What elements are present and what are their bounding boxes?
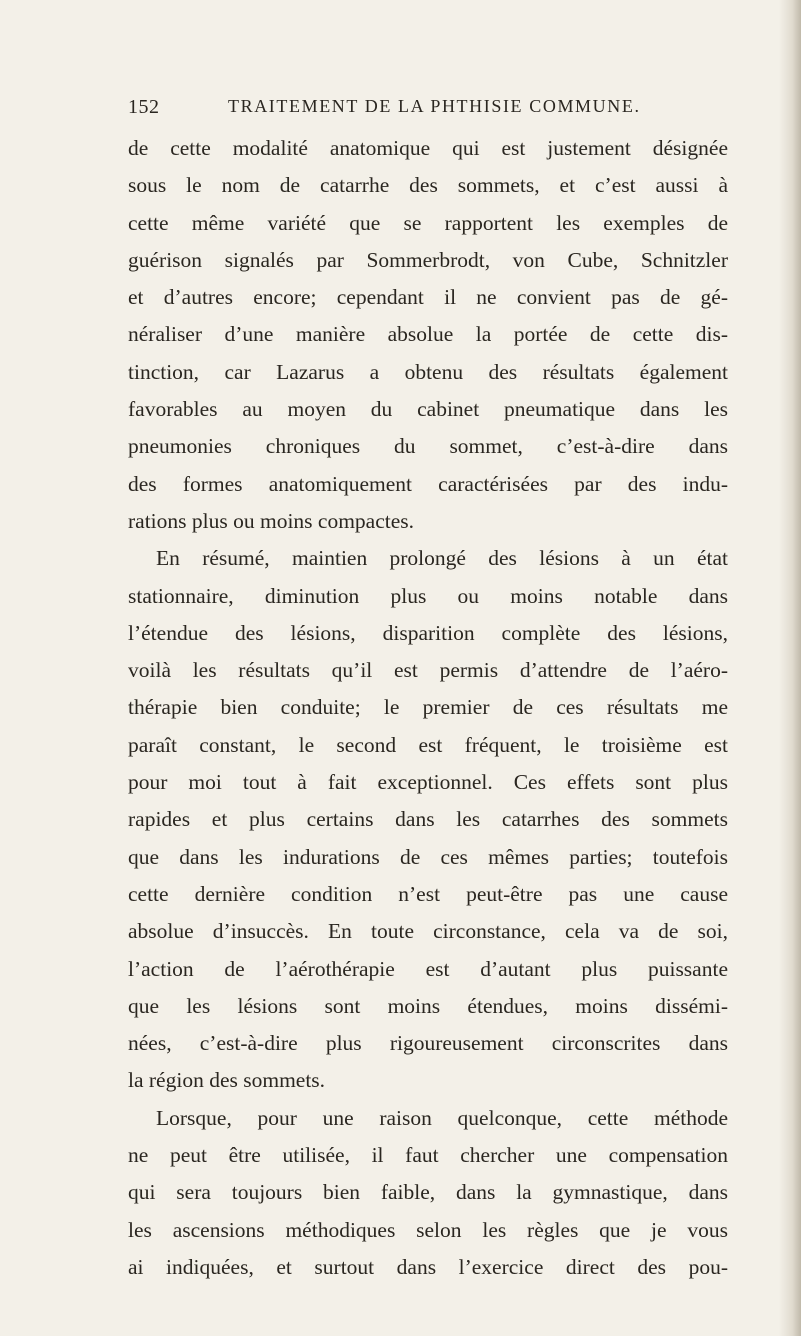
text-line: ne peut être utilisée, il faut chercher une compensation: [128, 1143, 728, 1168]
text-line: ai indiquées, et surtout dans l’exercice direct des pou-: [128, 1254, 728, 1279]
text-line: pneumonies chroniques du sommet, c’est-à-dire dans: [128, 434, 728, 459]
text-line: absolue d’insuccès. En toute circonstance, cela va de soi,: [128, 919, 728, 944]
text-line: pour moi tout à fait exceptionnel. Ces effets sont plus: [128, 770, 728, 795]
text-line: de cette modalité anatomique qui est justement désignée: [128, 136, 728, 160]
text-line: guérison signalés par Sommerbrodt, von Cube, Schnitzler: [128, 247, 728, 272]
text-line: les ascensions méthodiques selon les règles que je vous: [128, 1217, 728, 1242]
text-line: tinction, car Lazarus a obtenu des résultats également: [128, 359, 728, 384]
body-text: [128, 130, 728, 1286]
text-line: des formes anatomiquement caractérisées par des indu-: [128, 471, 728, 496]
text-line: nées, c’est-à-dire plus rigoureusement circonscrites dans: [128, 1031, 728, 1056]
text-line: rations plus ou moins compactes.: [128, 508, 415, 533]
text-line: qui sera toujours bien faible, dans la gymnastique, dans: [128, 1180, 728, 1205]
text-line: voilà les résultats qu’il est permis d’attendre de l’aéro-: [128, 658, 728, 683]
text-line: et d’autres encore; cependant il ne convient pas de gé-: [128, 285, 728, 310]
page-number: 152: [128, 96, 160, 118]
page-header: [128, 96, 738, 126]
running-title: TRAITEMENT DE LA PHTHISIE COMMUNE.: [228, 96, 641, 116]
text-line: sous le nom de catarrhe des sommets, et c’est aussi à: [128, 173, 728, 198]
paragraph-start-line: Lorsque, pour une raison quelconque, cette méthode: [156, 1105, 728, 1130]
text-line: rapides et plus certains dans les catarrhes des sommets: [128, 807, 728, 832]
text-line: l’action de l’aérothérapie est d’autant plus puissante: [128, 956, 728, 981]
text-line: néraliser d’une manière absolue la portée de cette dis-: [128, 322, 728, 347]
text-line: paraît constant, le second est fréquent, le troisième est: [128, 732, 728, 757]
text-line: stationnaire, diminution plus ou moins notable dans: [128, 583, 728, 608]
text-line: que les lésions sont moins étendues, moins dissémi-: [128, 993, 728, 1018]
page-edge-shadow: [779, 0, 801, 1336]
text-line: cette même variété que se rapportent les exemples de: [128, 210, 728, 235]
text-line: cette dernière condition n’est peut-être pas une cause: [128, 881, 728, 906]
text-line: l’étendue des lésions, disparition complète des lésions,: [128, 620, 728, 645]
text-line: la région des sommets.: [128, 1068, 326, 1093]
paragraph-start-line: En résumé, maintien prolongé des lésions à un état: [156, 546, 728, 571]
text-line: que dans les indurations de ces mêmes parties; toutefois: [128, 844, 728, 869]
text-line: favorables au moyen du cabinet pneumatique dans les: [128, 397, 728, 422]
text-line: thérapie bien conduite; le premier de ces résultats me: [128, 695, 728, 720]
